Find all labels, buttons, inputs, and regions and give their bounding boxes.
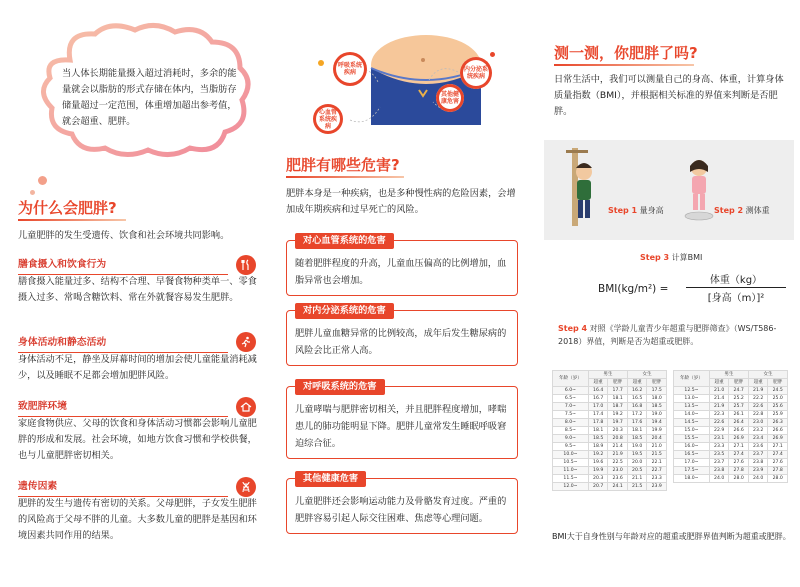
value-cell: 26.6 bbox=[768, 427, 788, 435]
th-female: 女生 bbox=[748, 371, 787, 379]
value-cell: 26.9 bbox=[768, 435, 788, 443]
age-cell: 13.0~ bbox=[674, 395, 710, 403]
table-row bbox=[553, 483, 667, 491]
value-cell: 19.6 bbox=[588, 459, 608, 467]
value-cell: 21.0 bbox=[709, 387, 729, 395]
table-row bbox=[553, 451, 667, 459]
value-cell: 23.0 bbox=[748, 419, 768, 427]
cause-body: 肥胖的发生与遗传有密切的关系。父母肥胖，子女发生肥胖的风险高于父母不胖的儿童。大多数儿童的肥胖是基因和环境因素共同作用的结果。 bbox=[18, 498, 257, 541]
value-cell: 18.1 bbox=[627, 427, 647, 435]
value-cell: 21.4 bbox=[709, 395, 729, 403]
age-cell: 12.0~ bbox=[553, 483, 589, 491]
value-cell: 16.2 bbox=[627, 387, 647, 395]
value-cell: 19.2 bbox=[608, 411, 628, 419]
utensils-icon bbox=[236, 255, 256, 275]
causes-title: 为什么会肥胖? bbox=[18, 199, 117, 217]
value-cell: 22.6 bbox=[748, 403, 768, 411]
value-cell: 22.6 bbox=[709, 419, 729, 427]
cloud-dot bbox=[30, 190, 35, 195]
value-cell: 19.4 bbox=[647, 419, 667, 427]
th-obese: 肥胖 bbox=[768, 379, 788, 387]
value-cell: 17.5 bbox=[647, 387, 667, 395]
step3-text: 计算BMI bbox=[671, 253, 703, 262]
value-cell: 25.9 bbox=[768, 411, 788, 419]
bmi-footnote: BMI大于自身性别与年龄对应的超重或肥胖界值判断为超重或肥胖。 bbox=[552, 532, 791, 541]
bubble-cardio: 心血管系统疾病 bbox=[313, 104, 343, 134]
th-male: 男生 bbox=[709, 371, 748, 379]
table-row bbox=[553, 419, 667, 427]
table-row bbox=[553, 435, 667, 443]
th-over: 超重 bbox=[709, 379, 729, 387]
value-cell: 27.6 bbox=[729, 459, 749, 467]
step4-label bbox=[558, 322, 778, 348]
title-underline bbox=[554, 64, 694, 66]
hazard-tag: 对心血管系统的危害 bbox=[295, 233, 394, 249]
th-female: 女生 bbox=[627, 371, 666, 379]
table-row bbox=[674, 403, 788, 411]
step2-text: 测体重 bbox=[745, 206, 770, 215]
hazard-box-endocrine bbox=[286, 305, 518, 366]
running-icon bbox=[236, 332, 256, 352]
table-row bbox=[674, 435, 788, 443]
step1-num: Step 1 bbox=[608, 206, 638, 215]
value-cell: 27.8 bbox=[768, 467, 788, 475]
step4-text: 对照《学龄儿童青少年超重与肥胖筛查》（WS/T586-2018）界值，判断是否为超重或肥胖。 bbox=[558, 324, 777, 346]
age-cell: 15.5~ bbox=[674, 435, 710, 443]
hazard-box-cardio bbox=[286, 235, 518, 296]
value-cell: 16.5 bbox=[627, 395, 647, 403]
value-cell: 27.8 bbox=[729, 467, 749, 475]
value-cell: 19.5 bbox=[627, 451, 647, 459]
value-cell: 27.4 bbox=[729, 451, 749, 459]
value-cell: 28.0 bbox=[729, 475, 749, 483]
table-row bbox=[553, 467, 667, 475]
value-cell: 26.1 bbox=[729, 411, 749, 419]
step2-label bbox=[714, 205, 770, 216]
table-row bbox=[553, 459, 667, 467]
value-cell: 21.4 bbox=[608, 443, 628, 451]
value-cell: 21.1 bbox=[627, 475, 647, 483]
value-cell: 16.7 bbox=[588, 395, 608, 403]
value-cell: 20.0 bbox=[627, 459, 647, 467]
value-cell: 19.9 bbox=[588, 467, 608, 475]
value-cell: 19.9 bbox=[647, 427, 667, 435]
age-cell: 9.0~ bbox=[553, 435, 589, 443]
causes-intro: 儿童肥胖的发生受遗传、饮食和社会环境共同影响。 bbox=[18, 230, 230, 241]
bubble-endocrine: 内分泌系统疾病 bbox=[460, 57, 492, 89]
age-cell: 16.5~ bbox=[674, 451, 710, 459]
value-cell: 23.6 bbox=[748, 443, 768, 451]
age-cell: 15.0~ bbox=[674, 427, 710, 435]
age-cell: 14.0~ bbox=[674, 411, 710, 419]
age-cell: 8.5~ bbox=[553, 427, 589, 435]
kids-illustration bbox=[544, 140, 794, 240]
table-row bbox=[553, 403, 667, 411]
value-cell: 23.5 bbox=[709, 451, 729, 459]
value-cell: 19.7 bbox=[608, 419, 628, 427]
value-cell: 28.0 bbox=[768, 475, 788, 483]
hazards-intro: 肥胖本身是一种疾病，也是多种慢性病的危险因素，会增加成年期疾病和过早死亡的风险。 bbox=[286, 188, 516, 215]
age-cell: 6.5~ bbox=[553, 395, 589, 403]
value-cell: 27.1 bbox=[729, 443, 749, 451]
cause-title: 致肥胖环境 bbox=[18, 401, 67, 412]
cause-divider bbox=[18, 416, 228, 417]
value-cell: 21.5 bbox=[627, 483, 647, 491]
value-cell: 25.0 bbox=[768, 395, 788, 403]
hazard-box-respiratory bbox=[286, 381, 518, 459]
th-age: 年龄（岁） bbox=[553, 371, 589, 387]
age-cell: 7.0~ bbox=[553, 403, 589, 411]
cause-environment bbox=[18, 398, 258, 464]
value-cell: 20.5 bbox=[627, 467, 647, 475]
cause-title: 身体活动和静态活动 bbox=[18, 337, 107, 348]
hazard-body: 儿童哮喘与肥胖密切相关，并且肥胖程度增加，哮喘患儿的肺功能明显下降。肥胖儿童常发生睡眠呼吸窘迫综合征。 bbox=[295, 404, 507, 449]
hazard-tag: 其他健康危害 bbox=[295, 471, 366, 487]
cause-divider bbox=[18, 274, 228, 275]
value-cell: 16.4 bbox=[588, 387, 608, 395]
value-cell: 24.7 bbox=[729, 387, 749, 395]
th-obese: 肥胖 bbox=[729, 379, 749, 387]
age-cell: 11.0~ bbox=[553, 467, 589, 475]
value-cell: 21.9 bbox=[608, 451, 628, 459]
value-cell: 24.0 bbox=[709, 475, 729, 483]
value-cell: 17.2 bbox=[627, 411, 647, 419]
value-cell: 25.7 bbox=[729, 403, 749, 411]
hazard-box-other bbox=[286, 473, 518, 534]
value-cell: 18.5 bbox=[588, 435, 608, 443]
value-cell: 22.1 bbox=[647, 459, 667, 467]
th-over: 超重 bbox=[748, 379, 768, 387]
value-cell: 20.7 bbox=[588, 483, 608, 491]
th-male: 男生 bbox=[588, 371, 627, 379]
value-cell: 24.5 bbox=[768, 387, 788, 395]
bmi-table-right bbox=[673, 370, 788, 483]
table-row bbox=[553, 395, 667, 403]
th-age: 年龄（岁） bbox=[674, 371, 710, 387]
panel-hazards bbox=[268, 0, 536, 587]
formula-denominator: [身高（m）]² bbox=[707, 293, 765, 304]
table-row bbox=[553, 475, 667, 483]
value-cell: 17.4 bbox=[588, 411, 608, 419]
value-cell: 20.4 bbox=[647, 435, 667, 443]
value-cell: 18.0 bbox=[647, 395, 667, 403]
value-cell: 20.3 bbox=[608, 427, 628, 435]
step4-num: Step 4 bbox=[558, 324, 588, 333]
bmi-table-left bbox=[552, 370, 667, 491]
value-cell: 27.4 bbox=[768, 451, 788, 459]
value-cell: 16.8 bbox=[627, 403, 647, 411]
table-row bbox=[553, 387, 667, 395]
cause-divider bbox=[18, 352, 228, 353]
value-cell: 26.6 bbox=[729, 427, 749, 435]
value-cell: 20.8 bbox=[608, 435, 628, 443]
cause-activity bbox=[18, 334, 258, 384]
hazard-body: 随着肥胖程度的升高，儿童血压偏高的比例增加，血脂异常也会增加。 bbox=[295, 258, 507, 286]
age-cell: 6.0~ bbox=[553, 387, 589, 395]
formula-lhs: BMI(kg/m²) = bbox=[598, 283, 669, 295]
value-cell: 21.5 bbox=[647, 451, 667, 459]
value-cell: 17.8 bbox=[588, 419, 608, 427]
value-cell: 24.0 bbox=[748, 475, 768, 483]
cause-body: 身体活动不足，静坐及屏幕时间的增加会使儿童能量消耗减少，以及睡眠不足都会增加肥胖风险。 bbox=[18, 354, 257, 381]
value-cell: 27.6 bbox=[768, 459, 788, 467]
table-row bbox=[674, 411, 788, 419]
value-cell: 21.9 bbox=[709, 403, 729, 411]
value-cell: 23.2 bbox=[748, 427, 768, 435]
cause-body: 家庭食物供应、父母的饮食和身体活动习惯都会影响儿童肥胖的形成和发展。社会环境，如地方饮食习惯和学校供餐，也与儿童肥胖密切相关。 bbox=[18, 418, 257, 461]
step1-label bbox=[608, 205, 664, 216]
value-cell: 18.5 bbox=[627, 435, 647, 443]
value-cell: 20.3 bbox=[588, 475, 608, 483]
cloud-dot bbox=[38, 176, 47, 185]
step2-num: Step 2 bbox=[714, 206, 744, 215]
value-cell: 22.3 bbox=[709, 411, 729, 419]
table-row bbox=[553, 443, 667, 451]
table-row bbox=[674, 475, 788, 483]
cause-title: 膳食摄入和饮食行为 bbox=[18, 259, 107, 270]
age-cell: 12.5~ bbox=[674, 387, 710, 395]
measure-intro: 日常生活中，我们可以测量自己的身高、体重，计算身体质量指数（BMI），并根据相关标准的界值来判断是否肥胖。 bbox=[554, 74, 784, 117]
hazard-tag: 对呼吸系统的危害 bbox=[295, 379, 385, 395]
step3-label bbox=[640, 252, 702, 263]
bmi-formula bbox=[598, 271, 798, 311]
th-obese: 肥胖 bbox=[647, 379, 667, 387]
value-cell: 18.9 bbox=[588, 443, 608, 451]
value-cell: 23.8 bbox=[709, 467, 729, 475]
value-cell: 22.9 bbox=[709, 427, 729, 435]
age-cell: 11.5~ bbox=[553, 475, 589, 483]
bubble-respiratory: 呼吸系统疾病 bbox=[333, 52, 367, 86]
value-cell: 23.7 bbox=[709, 459, 729, 467]
value-cell: 18.5 bbox=[647, 403, 667, 411]
cause-divider bbox=[18, 496, 228, 497]
age-cell: 8.0~ bbox=[553, 419, 589, 427]
value-cell: 19.0 bbox=[647, 411, 667, 419]
table-row bbox=[674, 395, 788, 403]
value-cell: 23.3 bbox=[709, 443, 729, 451]
table-row bbox=[674, 443, 788, 451]
value-cell: 23.1 bbox=[709, 435, 729, 443]
panel-measure bbox=[536, 0, 800, 587]
th-obese: 肥胖 bbox=[608, 379, 628, 387]
cause-body: 膳食摄入能量过多、结构不合理、早餐食物种类单一、零食摄入过多、常喝含糖饮料、常在外就餐容易发生肥胖。 bbox=[18, 276, 257, 303]
value-cell: 23.8 bbox=[748, 459, 768, 467]
value-cell: 17.7 bbox=[608, 387, 628, 395]
age-cell: 10.0~ bbox=[553, 451, 589, 459]
value-cell: 25.2 bbox=[729, 395, 749, 403]
value-cell: 18.7 bbox=[608, 403, 628, 411]
value-cell: 26.4 bbox=[729, 419, 749, 427]
value-cell: 23.6 bbox=[608, 475, 628, 483]
deco-dot bbox=[318, 60, 324, 66]
table-row bbox=[553, 411, 667, 419]
value-cell: 21.9 bbox=[748, 387, 768, 395]
value-cell: 26.9 bbox=[729, 435, 749, 443]
table-row bbox=[674, 427, 788, 435]
hazard-body: 儿童肥胖还会影响运动能力及骨骼发育过度。严重的肥胖容易引起人际交往困难、焦虑等心理问题。 bbox=[295, 496, 507, 524]
formula-bar bbox=[686, 287, 786, 288]
age-cell: 16.0~ bbox=[674, 443, 710, 451]
table-row bbox=[674, 419, 788, 427]
formula-numerator: 体重（kg） bbox=[709, 275, 763, 286]
step3-num: Step 3 bbox=[640, 253, 670, 262]
th-over: 超重 bbox=[588, 379, 608, 387]
value-cell: 22.7 bbox=[647, 467, 667, 475]
dna-icon bbox=[236, 477, 256, 497]
age-cell: 13.5~ bbox=[674, 403, 710, 411]
cause-title: 遗传因素 bbox=[18, 481, 58, 492]
age-cell: 14.5~ bbox=[674, 419, 710, 427]
step1-text: 量身高 bbox=[639, 206, 664, 215]
value-cell: 19.0 bbox=[627, 443, 647, 451]
value-cell: 23.3 bbox=[647, 475, 667, 483]
house-icon bbox=[236, 397, 256, 417]
th-over: 超重 bbox=[627, 379, 647, 387]
hazard-body: 肥胖儿童血糖异常的比例较高，成年后发生糖尿病的风险会比正常人高。 bbox=[295, 328, 507, 356]
value-cell: 19.2 bbox=[588, 451, 608, 459]
age-cell: 9.5~ bbox=[553, 443, 589, 451]
value-cell: 22.2 bbox=[748, 395, 768, 403]
panel-causes bbox=[0, 0, 268, 587]
value-cell: 22.5 bbox=[608, 459, 628, 467]
value-cell: 17.0 bbox=[588, 403, 608, 411]
title-underline bbox=[286, 176, 404, 178]
value-cell: 27.1 bbox=[768, 443, 788, 451]
cause-genetics bbox=[18, 478, 258, 544]
value-cell: 17.6 bbox=[627, 419, 647, 427]
deco-dot bbox=[490, 52, 495, 57]
value-cell: 26.3 bbox=[768, 419, 788, 427]
table-row bbox=[674, 467, 788, 475]
cause-diet bbox=[18, 256, 258, 306]
value-cell: 23.7 bbox=[748, 451, 768, 459]
value-cell: 22.8 bbox=[748, 411, 768, 419]
bubble-other: 其他健康危害 bbox=[436, 84, 464, 112]
value-cell: 23.9 bbox=[647, 483, 667, 491]
table-row bbox=[674, 459, 788, 467]
age-cell: 17.5~ bbox=[674, 467, 710, 475]
age-cell: 17.0~ bbox=[674, 459, 710, 467]
title-underline bbox=[18, 219, 126, 221]
hazard-tag: 对内分泌系统的危害 bbox=[295, 303, 394, 319]
measure-title: 测一测，你肥胖了吗? bbox=[554, 44, 698, 62]
age-cell: 18.0~ bbox=[674, 475, 710, 483]
table-row bbox=[674, 387, 788, 395]
cloud-text: 当人体长期能量摄入超过消耗时，多余的能量就会以脂肪的形式存储在体内，当脂肪存储量超过一定范围，体重增加超出参考值，就会超重、肥胖。 bbox=[62, 68, 237, 127]
hazards-title: 肥胖有哪些危害? bbox=[286, 156, 400, 174]
value-cell: 25.6 bbox=[768, 403, 788, 411]
value-cell: 24.1 bbox=[608, 483, 628, 491]
table-row bbox=[674, 451, 788, 459]
age-cell: 7.5~ bbox=[553, 411, 589, 419]
value-cell: 18.1 bbox=[608, 395, 628, 403]
value-cell: 23.9 bbox=[748, 467, 768, 475]
value-cell: 21.0 bbox=[647, 443, 667, 451]
value-cell: 18.1 bbox=[588, 427, 608, 435]
value-cell: 23.0 bbox=[608, 467, 628, 475]
table-row bbox=[553, 427, 667, 435]
age-cell: 10.5~ bbox=[553, 459, 589, 467]
value-cell: 23.4 bbox=[748, 435, 768, 443]
